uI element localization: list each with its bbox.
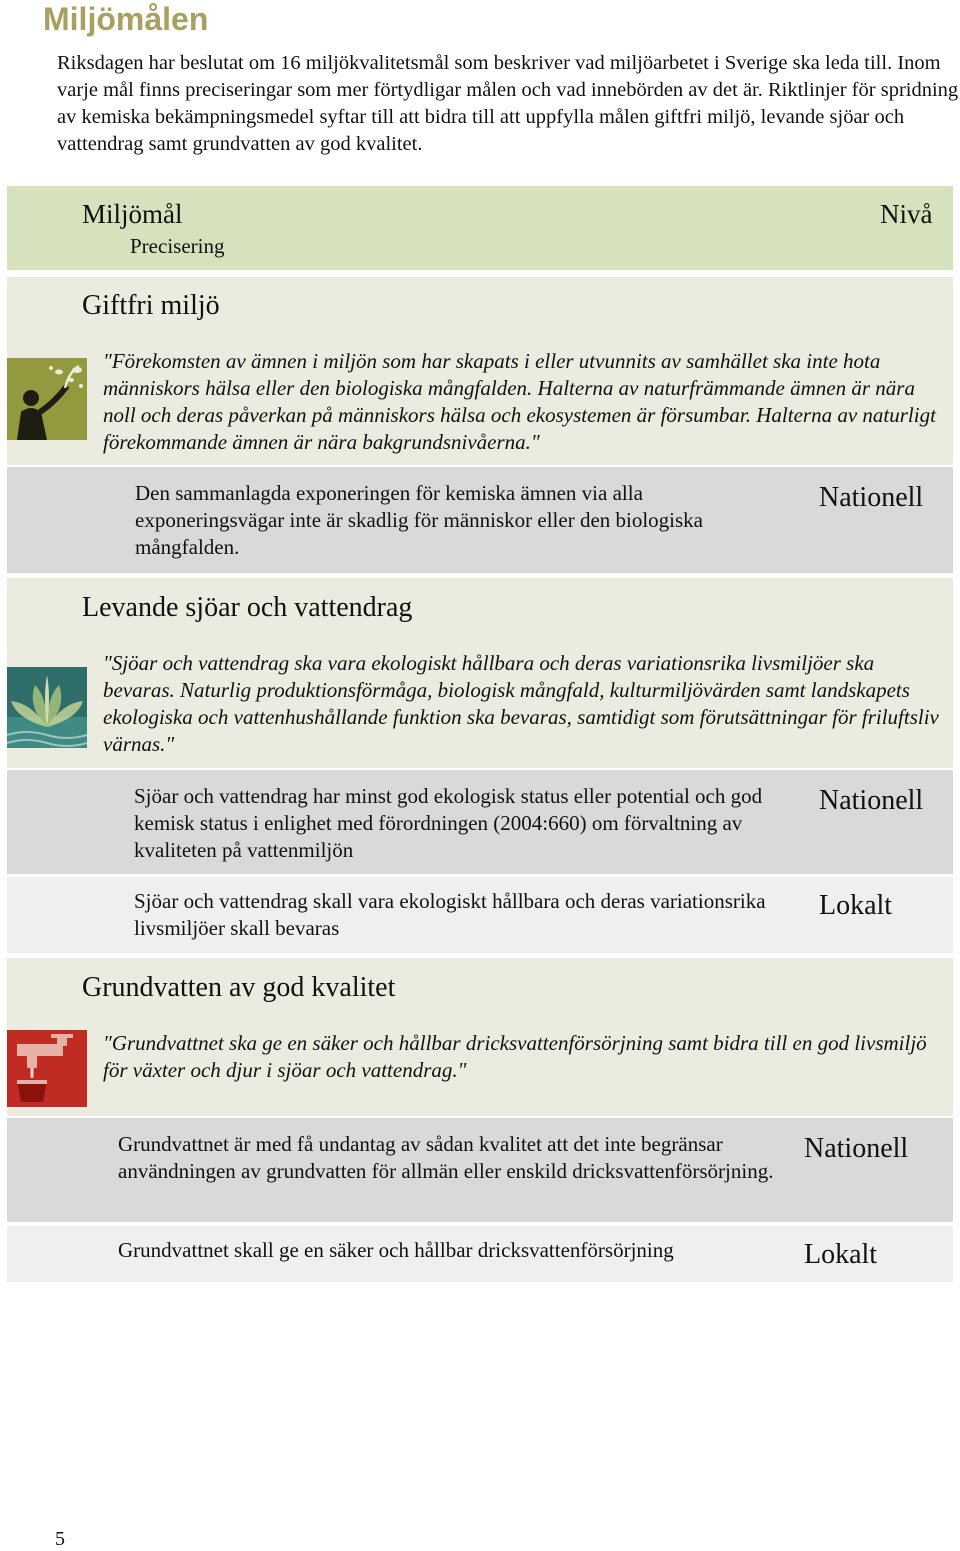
goal-quote: "Grundvattnet ska ge en säker och hållbar dricksvattenförsörjning samt bidra till en god livsmiljö för växter och djur i sjöar och vattendrag.": [103, 1031, 927, 1082]
precision-text: Grundvattnet är med få undantag av sådan kvalitet att det inte begränsar användningen av grundvatten för allmän eller enskild dricksvattenförsörjning.: [118, 1132, 774, 1183]
header-precision-label: Precisering: [130, 234, 225, 258]
page-title: Miljömålen: [43, 1, 209, 37]
precision-text: Grundvattnet skall ge en säker och hållbar dricksvattenförsörjning: [118, 1238, 674, 1262]
header-level-label: Nivå: [880, 199, 933, 229]
goal-title: Grundvatten av god kvalitet: [82, 972, 396, 1003]
precision-level: Lokalt: [804, 1239, 878, 1270]
precision-text: Sjöar och vattendrag skall vara ekologiskt hållbara och deras variationsrika livsmiljöer skall bevaras: [134, 889, 766, 940]
page-number: 5: [55, 1528, 65, 1550]
water-tap-icon: [7, 1030, 87, 1107]
precision-text: Sjöar och vattendrag har minst god ekologisk status eller potential och god kemisk status i enlighet med förordningen (2004:660) om förvaltning av kvaliteten på vattenmiljön: [134, 784, 763, 862]
precision-level: Lokalt: [819, 890, 893, 921]
intro-paragraph: Riksdagen har beslutat om 16 miljökvalitetsmål som beskriver vad miljöarbetet i Sverige ska leda till. Inom varje mål finns preciseringar som mer förtydligar målen och vad innebörden av det är. Riktlinjer för spridning av kemiska bekämpningsmedel syftar till att bidra till att uppfylla målen giftfri miljö, levande sjöar och vattendrag samt grundvatten av god kvalitet.: [57, 52, 959, 155]
precision-level: Nationell: [819, 785, 924, 816]
goal-title: Giftfri miljö: [82, 290, 220, 321]
goal-quote: "Förekomsten av ämnen i miljön som har skapats i eller utvunnits av samhället ska inte hota människors hälsa eller den biologiska mångfalden. Halterna av naturfrämmande ämnen är nära noll och deras påverkan på människors hälsa och ekosystemen är försumbar. Halterna av naturligt förekommande ämnen är nära bakgrundsnivåerna.": [103, 349, 936, 454]
person-with-plant-icon: [7, 358, 87, 440]
header-goal-label: Miljömål: [82, 199, 183, 229]
water-plant-icon: [7, 667, 87, 748]
precision-text: Den sammanlagda exponeringen för kemiska ämnen via alla exponeringsvägar inte är skadlig för människor eller den biologiska mångfalden.: [135, 481, 704, 559]
precision-level: Nationell: [819, 482, 924, 513]
precision-level: Nationell: [804, 1133, 909, 1164]
goal-quote: "Sjöar och vattendrag ska vara ekologiskt hållbara och deras variationsrika livsmiljöer ska bevaras. Naturlig produktionsförmåga, biologisk mångfald, kulturmiljövärden samt landskapets ekologiska och vattenhushållande funktion ska bevaras, samtidigt som förutsättningar för friluftsliv värnas.": [103, 651, 939, 756]
goal-title: Levande sjöar och vattendrag: [82, 592, 413, 623]
